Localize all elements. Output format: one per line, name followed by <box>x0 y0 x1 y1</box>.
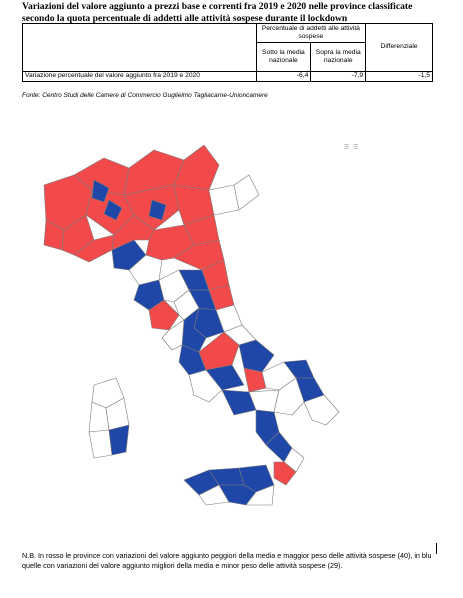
legend-note: N.B. In rosso le province con variazioni del valore aggiunto peggiori della media e maggior peso delle attività sospese (40), in blu quelle con variazioni del valore aggiunto migliori della media e minor peso delle attività sospese (29). <box>22 551 432 571</box>
document-title: Variazioni del valore aggiunto a prezzi base e correnti fra 2019 e 2020 nelle province classificate secondo la quota percentuale di addetti alle attività sospese durante il lockdown <box>22 1 413 24</box>
value-diff: -1,5 <box>366 72 433 82</box>
province-red <box>174 145 219 190</box>
province-blue <box>239 340 274 372</box>
map-decoration: ☰ ☰ <box>344 145 360 151</box>
group-header: Percentuale di addetti alle attività sospese <box>256 24 366 43</box>
table-corner-cell <box>23 24 257 72</box>
source-note: Fonte: Centro Studi delle Camere di Commercio Guglielmo Tagliacarne-Unioncamere <box>22 92 268 99</box>
col-header-below: Sotto la media nazionale <box>256 43 311 72</box>
col-header-differenziale: Differenziale <box>366 24 433 72</box>
map-svg <box>34 140 364 510</box>
value-above: -7,9 <box>311 72 366 82</box>
province-neutral <box>234 175 259 210</box>
col-header-above: Sopra la media nazionale <box>311 43 366 72</box>
value-below: -6,4 <box>256 72 311 82</box>
province-neutral <box>89 430 112 458</box>
province-blue <box>109 425 129 455</box>
table-row <box>23 72 433 82</box>
summary-table <box>22 23 433 82</box>
italy-province-map <box>34 140 364 510</box>
table-header-row <box>23 24 433 43</box>
province-neutral <box>209 185 239 215</box>
row-label: Variazione percentuale del valore aggiunto fra 2019 e 2020 <box>23 72 257 82</box>
